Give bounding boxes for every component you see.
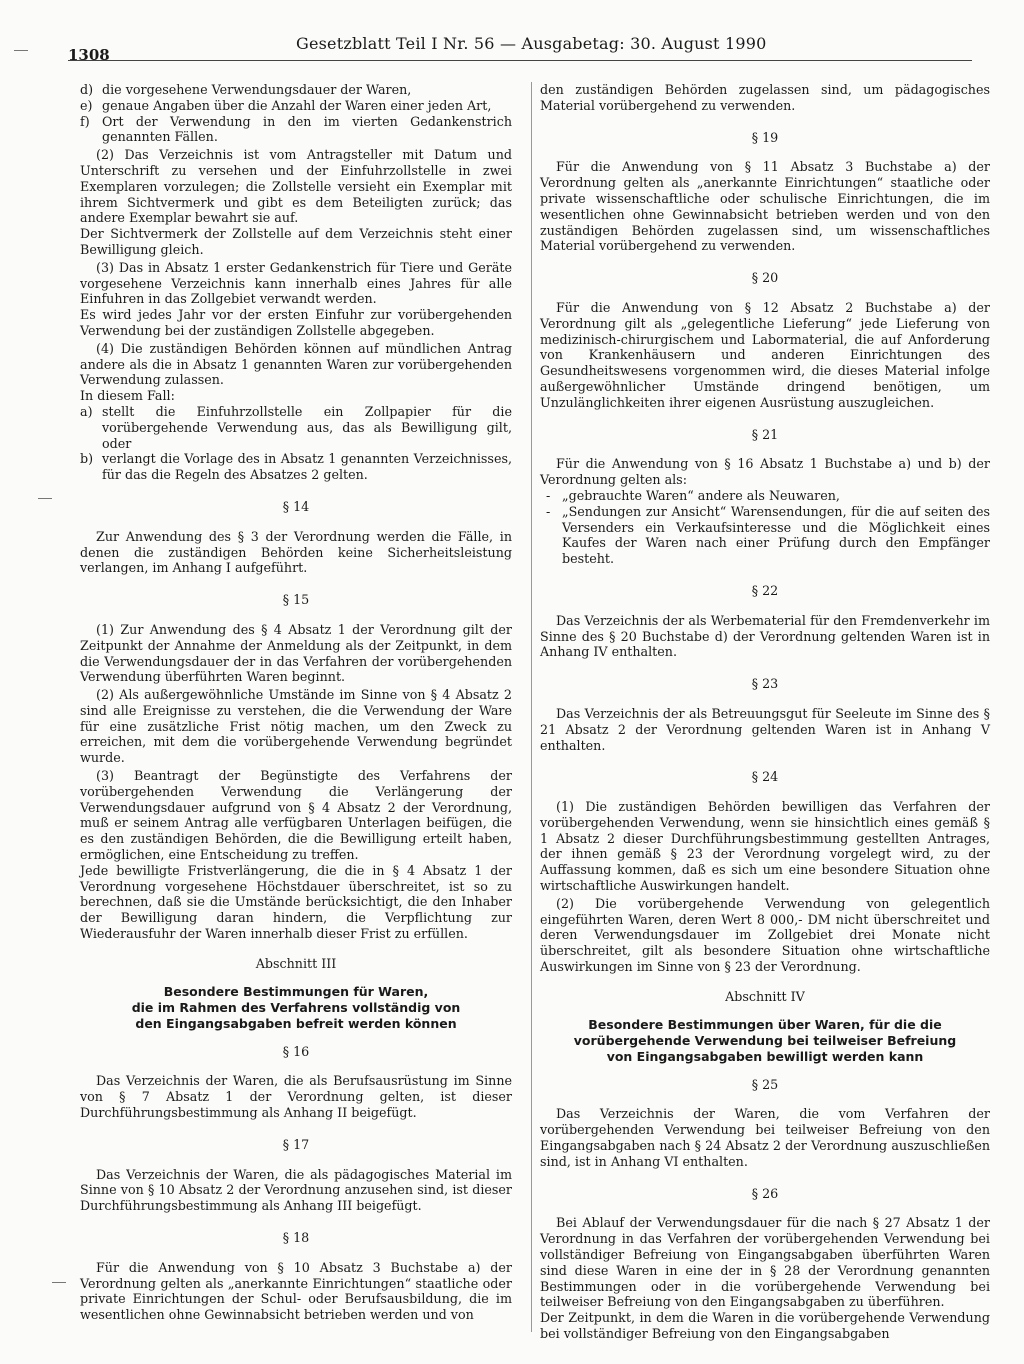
abschnitt-heading: Abschnitt IV — [725, 988, 805, 1004]
abschnitt-heading: Abschnitt III — [255, 955, 337, 971]
list-item: b) verlangt die Vorlage des in Absatz 1 genannten Verzeichnisses, für das die Regeln des Absatzes 2 gelten. — [80, 451, 512, 483]
paragraph: Das Verzeichnis der Waren, die als Berufsausrüstung im Sinne von § 7 Absatz 1 der Verordnung gelten, ist dieser Durchführungsbestimmung als Anhang II beigefügt. — [80, 1073, 512, 1121]
paragraph: Das Verzeichnis der Waren, die vom Verfahren der vorübergehenden Verwendung bei teilweiser Befreiung von den Eingangsabgaben nach § 24 Absatz 2 der Verordnung auszuschließen sind, ist in Anhang VI enthalten. — [540, 1106, 990, 1169]
section-heading: § 25 — [751, 1076, 779, 1092]
item-list — [540, 488, 990, 567]
abschnitt-title: Besondere Bestimmungen für Waren, die im Rahmen des Verfahrens vollständig von den Eingangsabgaben befreit werden können — [131, 983, 461, 1031]
abschnitt-title: Besondere Bestimmungen über Waren, für die die vorübergehende Verwendung bei teilweiser Befreiung von Eingangsabgaben bewilligt werden kann — [573, 1016, 957, 1064]
list-item: - „Sendungen zur Ansicht“ Warensendungen, für die auf seiten des Versenders ein Verkaufsinteresse und die Möglichkeit eines Kaufes der Waren nach einer Prüfung durch den Empfänger besteht. — [546, 503, 990, 567]
list-item: d) die vorgesehene Verwendungsdauer der Waren, — [80, 82, 412, 97]
section-heading: § 21 — [751, 426, 779, 442]
scan-mark — [38, 498, 52, 499]
section-heading: § 17 — [282, 1136, 310, 1152]
paragraph: Für die Anwendung von § 10 Absatz 3 Buchstabe a) der Verordnung gelten als „anerkannte Einrichtungen“ staatliche oder private Einrichtungen der Schul- oder Berufsausbildung, die im wesentlichen ohne Gewinnabsicht betrieben werden und von — [80, 1259, 512, 1323]
scan-mark — [14, 50, 28, 51]
paragraph: Das Verzeichnis der als Werbematerial für den Fremdenverkehr im Sinne des § 20 Buchstabe d) der Verordnung geltenden Waren ist in Anhang IV enthalten. — [540, 612, 990, 660]
section-heading: § 15 — [282, 592, 310, 608]
paragraph: Der Sichtvermerk der Zollstelle auf dem Verzeichnis steht einer Bewilligung gleich. — [80, 226, 512, 257]
paragraph: Das Verzeichnis der Waren, die als pädagogisches Material im Sinne von § 10 Absatz 2 der Verordnung anzusehen sind, ist dieser Durchführungsbestimmung als Anhang III beigefügt. — [80, 1166, 512, 1214]
column-divider — [531, 82, 532, 1332]
paragraph: (2) Die vorübergehende Verwendung von gelegentlich eingeführten Waren, deren Wert 8 000,- DM nicht überschreitet und deren Verwendungsdauer im Zollgebiet drei Monate nicht überschreitet, gilt als besondere Situation ohne wirtschaftliche Auswirkungen im Sinne von § 23 der Verordnung. — [540, 895, 990, 975]
running-header — [68, 34, 972, 64]
section-heading: § 22 — [751, 582, 779, 598]
right-column — [540, 82, 990, 1342]
paragraph: (4) Die zuständigen Behörden können auf mündlichen Antrag andere als die in Absatz 1 genannten Waren zur vorübergehenden Verwendung zulassen. — [80, 340, 512, 388]
list-item: e) genaue Angaben über die Anzahl der Waren einer jeden Art, — [80, 97, 492, 113]
item-list — [80, 82, 512, 145]
paragraph: Der Zeitpunkt, in dem die Waren in die vorübergehende Verwendung bei vollständiger Befreiung von den Eingangsabgaben — [540, 1310, 990, 1342]
section-heading: § 20 — [751, 270, 779, 286]
list-item: a) stellt die Einfuhrzollstelle ein Zollpapier für die vorübergehende Verwendung aus, das als Bewilligung gilt, oder — [80, 403, 512, 451]
section-heading: § 18 — [282, 1230, 310, 1246]
paragraph: den zuständigen Behörden zugelassen sind, um pädagogisches Material vorübergehend zu verwenden. — [540, 82, 990, 113]
paragraph: Bei Ablauf der Verwendungsdauer für die nach § 27 Absatz 1 der Verordnung in das Verfahren der vorübergehenden Verwendung bei vollständiger Befreiung von Eingangsabgaben überführten Waren sind diese Waren in eine der in § 28 der Verordnung genannten Bestimmungen oder in die vorübergehende Verwendung bei teilweiser Befreiung von den Eingangsabgaben zu überführen. — [540, 1215, 990, 1310]
section-heading: § 19 — [751, 129, 779, 145]
paragraph: Für die Anwendung von § 16 Absatz 1 Buchstabe a) und b) der Verordnung gelten als: — [540, 456, 990, 488]
paragraph: Für die Anwendung von § 11 Absatz 3 Buchstabe a) der Verordnung gelten als „anerkannte Einrichtungen“ staatliche oder private wissenschaftliche oder schulische Einrichtungen, die im wesentlichen ohne Gewinnabsicht betrieben werden und von den zuständigen Behörden zugelassen sind, um wissenschaftliches Material vorübergehend zu verwenden. — [540, 159, 990, 254]
paragraph: (1) Die zuständigen Behörden bewilligen das Verfahren der vorübergehenden Verwendung, wenn sie hinsichtlich eines gemäß § 1 Absatz 2 dieser Durchführungsbestimmung gestellten Antrages, der ihnen gemäß § 23 der Verordnung vorgelegt wird, zu der Auffassung kommen, daß es sich um eine besondere Situation ohne wirtschaftliche Auswirkungen handelt. — [540, 799, 990, 894]
paragraph: (2) Als außergewöhnliche Umstände im Sinne von § 4 Absatz 2 sind alle Ereignisse zu verstehen, die die Verwendung der Ware für eine zusätzliche Frist nötig machen, um den Zweck zu erreichen, mit dem die vorübergehende Verwendung begründet wurde. — [80, 687, 512, 766]
paragraph: Das Verzeichnis der als Betreuungsgut für Seeleute im Sinne des § 21 Absatz 2 der Verordnung geltenden Waren ist in Anhang V enthalten. — [540, 705, 990, 753]
list-item: f) Ort der Verwendung in den im vierten Gedankenstrich genannten Fällen. — [80, 113, 512, 145]
paragraph: Es wird jedes Jahr vor der ersten Einfuhr zur vorübergehenden Verwendung bei der zuständigen Zollstelle abgegeben. — [80, 307, 512, 338]
paragraph: (1) Zur Anwendung des § 4 Absatz 1 der Verordnung gilt der Zeitpunkt der Annahme der Anmeldung als der Zeitpunkt, in dem die Verwendungsdauer der in das Verfahren der vorübergehenden Verwendung überführten Waren beginnt. — [80, 621, 512, 685]
running-title: Gesetzblatt Teil I Nr. 56 — Ausgabetag: 30. August 1990 — [296, 34, 767, 53]
paragraph: Jede bewilligte Fristverlängerung, die die in § 4 Absatz 1 der Verordnung vorgesehene Höchstdauer überschreitet, ist so zu berechnen, daß sie die Umstände berücksichtigt, die den Inhaber der Bewilligung daran hindern, die Verpflichtung zur Wiederausfuhr der Waren innerhalb dieser Frist zu erfüllen. — [80, 862, 512, 942]
paragraph: Zur Anwendung des § 3 der Verordnung werden die Fälle, in denen die zuständigen Behörden keine Sicherheitsleistung verlangen, im Anhang I aufgeführt. — [80, 528, 512, 576]
section-heading: § 23 — [751, 676, 779, 692]
paragraph: Für die Anwendung von § 12 Absatz 2 Buchstabe a) der Verordnung gilt als „gelegentliche Lieferung“ jede Lieferung von medizinisch-chirurgischem und Labormaterial, die auf Anforderung von Krankenhäusern und anderen Einrichtungen des Gesundheitswesens vorgenommen wird, die dieses Material infolge außergewöhnlicher Umstände dringend benötigen, um Unzulänglichkeiten ihrer eigenen Ausrüstung auszugleichen. — [540, 299, 990, 410]
paragraph: In diesem Fall: — [80, 388, 175, 404]
left-column — [80, 82, 512, 1323]
paragraph: (3) Beantragt der Begünstigte des Verfahrens der vorübergehenden Verwendung die Verlängerung der Verwendungsdauer aufgrund von § 4 Absatz 2 der Verordnung, muß er seinem Antrag alle verfügbaren Unterlagen beifügen, die es den zuständigen Behörden, die die Bewilligung erteilt haben, ermöglichen, eine Entscheidung zu treffen. — [80, 768, 512, 863]
section-heading: § 24 — [751, 769, 779, 785]
list-item: - „gebrauchte Waren“ andere als Neuwaren, — [546, 487, 840, 503]
section-heading: § 14 — [282, 498, 310, 514]
section-heading: § 26 — [751, 1185, 779, 1201]
section-heading: § 16 — [282, 1043, 310, 1059]
paragraph: (3) Das in Absatz 1 erster Gedankenstrich für Tiere und Geräte vorgesehene Verzeichnis kann innerhalb eines Jahres für alle Einfuhren in das Zollgebiet verwandt werden. — [80, 259, 512, 307]
paragraph: (2) Das Verzeichnis ist vom Antragsteller mit Datum und Unterschrift zu versehen und der Einfuhrzollstelle in zwei Exemplaren vorzulegen; die Zollstelle versieht ein Exemplar mit ihrem Sichtvermerk und gibt es dem Beteiligten zurück; das andere Exemplar bewahrt sie auf. — [80, 147, 512, 226]
item-list — [80, 404, 512, 483]
scan-mark — [52, 1282, 66, 1283]
page-number: 1308 — [68, 46, 110, 64]
